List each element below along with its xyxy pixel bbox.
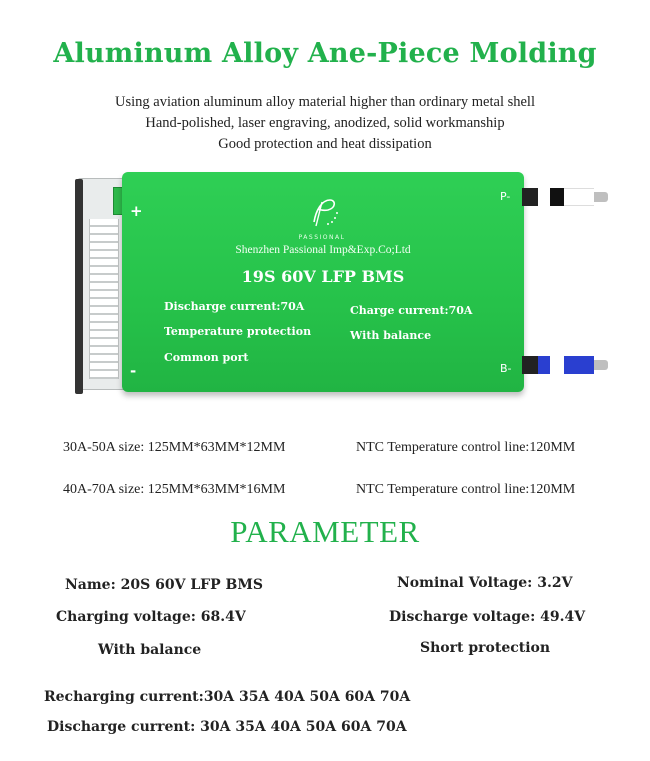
bms-product-image [78, 168, 608, 398]
description-line-1: Using aviation aluminum alloy material higher than ordinary metal shell [115, 94, 535, 110]
b-minus-label: B- [500, 362, 512, 375]
passional-logo-icon [302, 192, 342, 232]
description-line-2: Hand-polished, laser engraving, anodized, solid workmanship [145, 115, 505, 131]
param-recharging-current: Recharging current:30A 35A 40A 50A 60A 70A [44, 689, 411, 705]
minus-terminal-label: - [130, 362, 137, 380]
headline: Aluminum Alloy Ane-Piece Molding [53, 38, 597, 69]
logo-wordmark: PASSIONAL [298, 234, 346, 241]
description-line-3: Good protection and heat dissipation [218, 136, 432, 152]
spec-discharge-current: Discharge current:70A [164, 300, 305, 313]
ntc-row-2: NTC Temperature control line:120MM [356, 482, 576, 497]
connector-pins [89, 219, 119, 379]
spec-temperature-protection: Temperature protection [164, 325, 312, 338]
size-row-1: 30A-50A size: 125MM*63MM*12MM [63, 440, 286, 455]
param-discharge-current: Discharge current: 30A 35A 40A 50A 60A 70A [47, 719, 407, 735]
param-discharge-voltage: Discharge voltage: 49.4V [389, 609, 586, 625]
connector-clip [75, 179, 83, 394]
param-name: Name: 20S 60V LFP BMS [65, 577, 263, 593]
plus-terminal-label: + [130, 202, 143, 220]
b-minus-cable [522, 356, 608, 374]
company-name: Shenzhen Passional Imp&Exp.Co;Ltd [235, 244, 411, 256]
spec-common-port: Common port [164, 351, 249, 364]
p-minus-label: P- [500, 190, 511, 203]
param-nominal-voltage: Nominal Voltage: 3.2V [397, 575, 573, 591]
param-short-protection: Short protection [420, 640, 551, 656]
bms-board [122, 172, 524, 392]
spec-with-balance: With balance [350, 329, 432, 342]
size-row-2: 40A-70A size: 125MM*63MM*16MM [63, 482, 286, 497]
ntc-row-1: NTC Temperature control line:120MM [356, 440, 576, 455]
parameter-title: PARAMETER [230, 514, 420, 549]
param-with-balance: With balance [98, 642, 202, 658]
spec-charge-current: Charge current:70A [350, 304, 473, 317]
p-minus-cable [522, 188, 608, 206]
param-charging-voltage: Charging voltage: 68.4V [56, 609, 246, 625]
model-name: 19S 60V LFP BMS [241, 267, 405, 286]
